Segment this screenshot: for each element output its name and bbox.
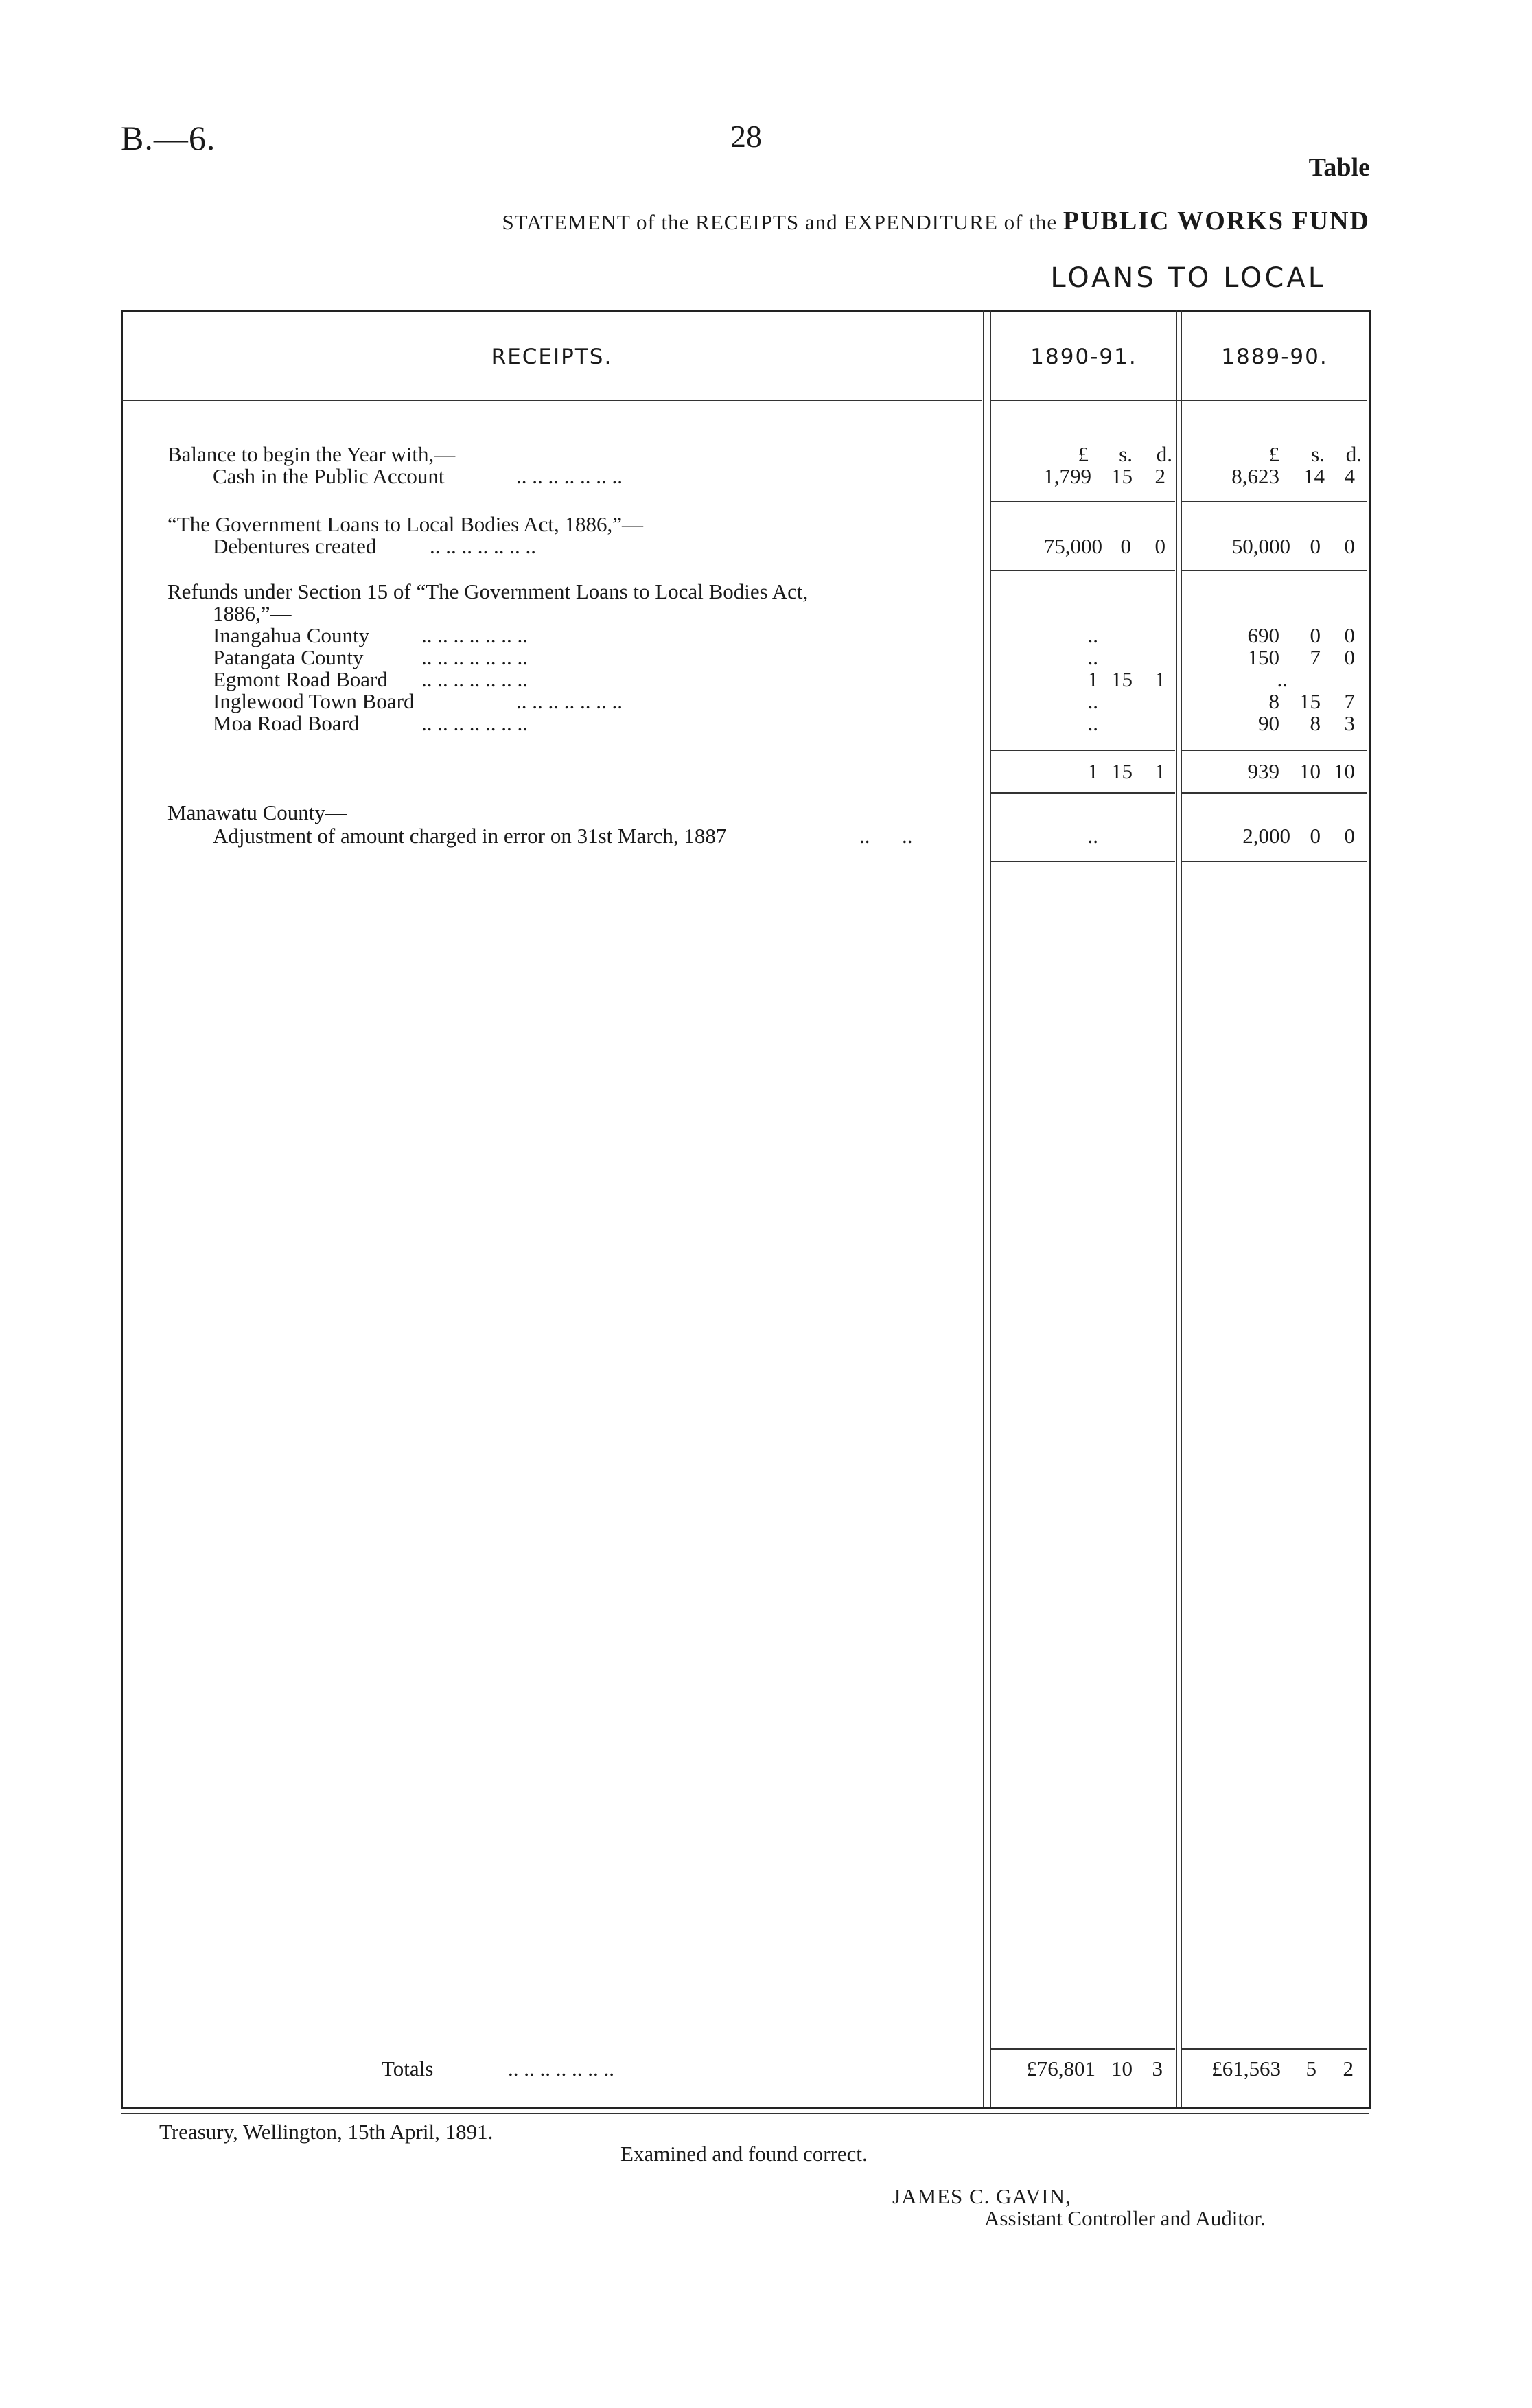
table-bottom-rule [121, 2107, 1369, 2109]
shillings-head: s. [1119, 442, 1133, 466]
manawatu-label: Adjustment of amount charged in error on 31st March, 1887 [213, 824, 727, 848]
deb-1889-pence: 0 [1344, 534, 1355, 558]
deb-1889-pounds: 50,000 [1231, 534, 1290, 558]
cash-1889-shillings: 14 [1303, 464, 1325, 488]
header-rule [991, 400, 1367, 401]
cash-1890-pence: 2 [1154, 464, 1165, 488]
refund-label: Patangata County [213, 645, 364, 669]
refund-1889-pounds: 690 [1247, 623, 1279, 647]
rule [991, 501, 1175, 502]
refund-1889-shillings: 0 [1310, 623, 1321, 647]
pounds-head: £ [1078, 442, 1089, 466]
column-divider [1181, 310, 1182, 2107]
rule [1182, 570, 1367, 571]
signatory-name: JAMES C. GAVIN, [892, 2184, 1071, 2208]
statement-title [502, 206, 1370, 236]
refund-1889-shillings: 15 [1299, 689, 1321, 713]
refund-1889-pounds: 150 [1247, 645, 1279, 669]
totals-1889-pence: 2 [1343, 2057, 1354, 2081]
rule [1182, 792, 1367, 794]
refund-label: Inglewood Town Board [213, 689, 415, 713]
refunds-total-1889-pence: 10 [1334, 759, 1355, 783]
refund-1890-pounds: 1 [1087, 667, 1098, 691]
refund-1889-shillings: 7 [1310, 645, 1321, 669]
table-subtitle: LOANS TO LOCAL [1050, 262, 1326, 294]
cash-1889-pence: 4 [1344, 464, 1355, 488]
refund-label: Egmont Road Board [213, 667, 388, 691]
subtotal-rule [1182, 750, 1367, 751]
manawatu-1889-pounds: 2,000 [1242, 824, 1290, 848]
column-divider [990, 310, 991, 2107]
refund-1890-value: .. [1087, 623, 1098, 647]
dot-leader-short: .. .. [859, 824, 913, 848]
totals-1889-shillings: 5 [1305, 2057, 1316, 2081]
year-1889-90-heading: 1889-90. [1221, 345, 1328, 369]
dot-leader: .. .. .. .. .. .. .. [430, 534, 536, 558]
balance-heading: Balance to begin the Year with,— [167, 442, 456, 466]
totals-label: Totals [382, 2057, 434, 2081]
refund-1889-pence: 7 [1344, 689, 1355, 713]
manawatu-1889-pence: 0 [1344, 824, 1355, 848]
debentures-label: Debentures created [213, 534, 377, 558]
totals-1890-shillings: 10 [1111, 2057, 1133, 2081]
statement-fund-name: PUBLIC WORKS FUND [1063, 207, 1370, 235]
cash-1890-pounds: 1,799 [1043, 464, 1091, 488]
refund-1890-value: .. [1087, 689, 1098, 713]
dot-leader: .. .. .. .. .. .. .. [508, 2057, 614, 2081]
table-label: Table [1308, 153, 1370, 182]
refund-label: Moa Road Board [213, 711, 360, 735]
dot-leader: .. .. .. .. .. .. .. [516, 464, 623, 488]
refund-1889-pence: 0 [1344, 623, 1355, 647]
refunds-total-1890-pence: 1 [1154, 759, 1165, 783]
refund-1890-shillings: 15 [1111, 667, 1133, 691]
refund-1889-pounds: 8 [1268, 689, 1279, 713]
totals-rule [1182, 2048, 1367, 2050]
cash-1889-pounds: 8,623 [1231, 464, 1279, 488]
pounds-head: £ [1268, 442, 1279, 466]
refunds-total-1889-shillings: 10 [1299, 759, 1321, 783]
manawatu-1889-shillings: 0 [1310, 824, 1321, 848]
deb-1889-shillings: 0 [1310, 534, 1321, 558]
report-reference: B.—6. [121, 119, 216, 157]
page-number: 28 [730, 119, 762, 154]
dot-leader: .. .. .. .. .. .. .. [421, 645, 528, 669]
totals-1890-pounds: £76,801 [1026, 2057, 1095, 2081]
deb-1890-shillings: 0 [1120, 534, 1131, 558]
rule [991, 792, 1175, 794]
rule [1182, 501, 1367, 502]
rule [991, 570, 1175, 571]
totals-1890-pence: 3 [1152, 2057, 1163, 2081]
totals-rule [991, 2048, 1175, 2050]
rule [1182, 861, 1367, 862]
act-heading: “The Government Loans to Local Bodies Act, 1886,”— [167, 512, 644, 536]
refunds-total-1890-shillings: 15 [1111, 759, 1133, 783]
pence-head: d. [1156, 442, 1172, 466]
refund-1890-value: .. [1087, 645, 1098, 669]
statement-prefix: STATEMENT of the RECEIPTS and EXPENDITURE of the [502, 210, 1058, 234]
subtotal-rule [991, 750, 1175, 751]
refunds-total-1889-pounds: 939 [1247, 759, 1279, 783]
manawatu-1890-value: .. [1087, 824, 1098, 848]
refund-1889-shillings: 8 [1310, 711, 1321, 735]
refund-1889-pence: 0 [1344, 645, 1355, 669]
refund-1890-pence: 1 [1154, 667, 1165, 691]
column-divider [1176, 310, 1177, 2107]
header-rule [121, 400, 982, 401]
column-divider [983, 310, 984, 2107]
rule [991, 861, 1175, 862]
refund-1889-pounds: 90 [1258, 711, 1279, 735]
refund-1890-value: .. [1087, 711, 1098, 735]
cash-label: Cash in the Public Account [213, 464, 445, 488]
refund-1889-pence: 3 [1344, 711, 1355, 735]
totals-1889-pounds: £61,563 [1211, 2057, 1281, 2081]
dot-leader: .. .. .. .. .. .. .. [421, 623, 528, 647]
refund-label: Inangahua County [213, 623, 370, 647]
refunds-heading-year: 1886,”— [213, 601, 292, 625]
year-1890-91-heading: 1890-91. [1030, 345, 1137, 369]
examined-note: Examined and found correct. [620, 2142, 868, 2166]
shillings-head: s. [1311, 442, 1325, 466]
dot-leader: .. .. .. .. .. .. .. [421, 711, 528, 735]
dot-leader: .. .. .. .. .. .. .. [516, 689, 623, 713]
refunds-heading: Refunds under Section 15 of “The Government Loans to Local Bodies Act, [167, 579, 809, 603]
manawatu-heading: Manawatu County— [167, 800, 347, 824]
refunds-total-1890-pounds: 1 [1087, 759, 1098, 783]
cash-1890-shillings: 15 [1111, 464, 1133, 488]
table-bottom-rule-thin [121, 2113, 1369, 2114]
refund-1889-value: .. [1277, 667, 1288, 691]
signatory-title: Assistant Controller and Auditor. [984, 2206, 1266, 2230]
place-date: Treasury, Wellington, 15th April, 1891. [159, 2120, 494, 2144]
pence-head: d. [1345, 442, 1362, 466]
receipts-column-heading: RECEIPTS. [491, 345, 613, 369]
dot-leader: .. .. .. .. .. .. .. [421, 667, 528, 691]
deb-1890-pence: 0 [1154, 534, 1165, 558]
deb-1890-pounds: 75,000 [1043, 534, 1102, 558]
